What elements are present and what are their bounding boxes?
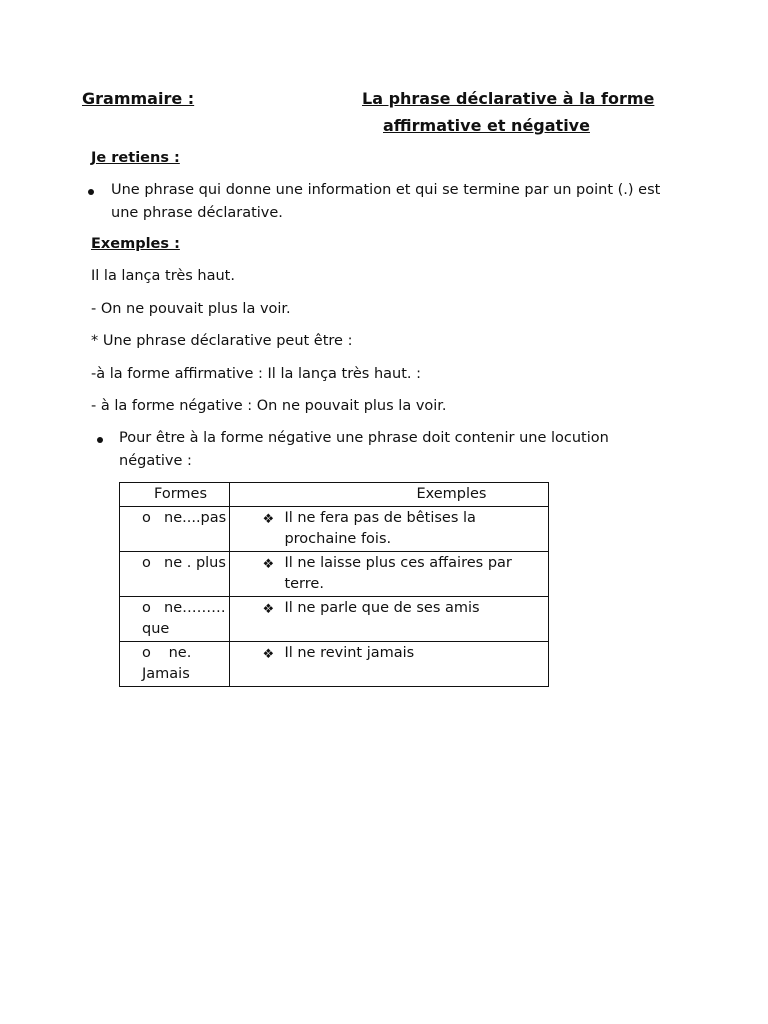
negative-rule-line2: négative : [119, 453, 192, 469]
bullet-icon [88, 189, 94, 195]
forme-cell: o ne . plus [120, 552, 230, 597]
example-line: -à la forme affirmative : Il la lança très haut. : [91, 366, 422, 382]
circle-bullet-icon: o [142, 600, 151, 616]
table-row [120, 642, 549, 687]
je-retiens-heading: Je retiens : [91, 150, 180, 166]
forme-cell: o ne………que [120, 597, 230, 642]
definition-line1: Une phrase qui donne une information et qui se termine par un point (.) est [111, 182, 661, 198]
circle-bullet-icon: o [142, 645, 151, 661]
subject-heading: Grammaire : [82, 89, 195, 108]
exemple-cell: ❖ Il ne fera pas de bêtises la prochaine fois. [230, 507, 549, 552]
bullet-icon [97, 437, 103, 443]
table-row [120, 597, 549, 642]
table-header-exemples: Exemples [230, 483, 549, 507]
diamond-bullet-icon: ❖ [262, 512, 275, 527]
table-header-formes: Formes [120, 483, 230, 507]
definition-line2: une phrase déclarative. [111, 205, 283, 221]
example-line: - On ne pouvait plus la voir. [91, 301, 291, 317]
example-line: Il la lança très haut. [91, 268, 235, 284]
exemples-heading: Exemples : [91, 236, 180, 252]
circle-bullet-icon: o [142, 555, 151, 571]
table-header-row [120, 483, 549, 507]
circle-bullet-icon: o [142, 510, 151, 526]
forme-cell: o ne....pas [120, 507, 230, 552]
exemple-cell: ❖ Il ne parle que de ses amis [230, 597, 549, 642]
example-line: - à la forme négative : On ne pouvait plus la voir. [91, 398, 447, 414]
negative-rule-line1: Pour être à la forme négative une phrase doit contenir une locution [119, 430, 609, 446]
exemple-cell: ❖ Il ne revint jamais [230, 642, 549, 687]
forme-cell: o ne. Jamais [120, 642, 230, 687]
exemple-cell: ❖ Il ne laisse plus ces affaires par terre. [230, 552, 549, 597]
diamond-bullet-icon: ❖ [262, 602, 275, 617]
negative-forms-table [119, 482, 549, 687]
diamond-bullet-icon: ❖ [262, 647, 275, 662]
example-line: * Une phrase déclarative peut être : [91, 333, 353, 349]
diamond-bullet-icon: ❖ [262, 557, 275, 572]
table-row [120, 507, 549, 552]
table-row [120, 552, 549, 597]
page-title-line1: La phrase déclarative à la forme [362, 89, 655, 108]
page-title-line2: affirmative et négative [383, 116, 590, 135]
